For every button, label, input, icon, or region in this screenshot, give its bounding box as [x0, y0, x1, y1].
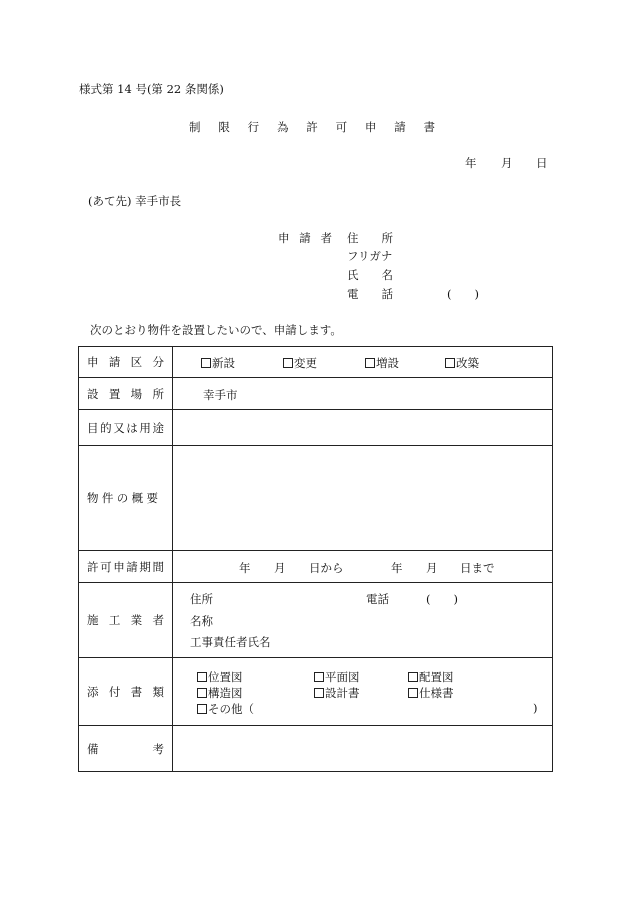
application-table — [78, 346, 553, 772]
attachment-location-map[interactable]: 位置図 — [197, 669, 243, 685]
location-value[interactable]: 幸手市 — [203, 388, 238, 402]
option-new[interactable]: 新設 — [201, 355, 235, 371]
applicant-phone-label: 電 話 — [347, 287, 393, 301]
period-day-to: 日まで — [460, 561, 495, 575]
attachment-design-doc[interactable]: 設計書 — [314, 685, 360, 701]
purpose-field[interactable] — [173, 410, 553, 446]
attachment-specification[interactable]: 仕様書 — [408, 685, 454, 701]
contractor-phone-label: 電話 — [366, 592, 389, 606]
addressee: (あて先) 幸手市長 — [88, 194, 182, 208]
period-field[interactable] — [173, 551, 553, 583]
checkbox-icon[interactable] — [314, 688, 324, 698]
checkbox-icon[interactable] — [201, 358, 211, 368]
applicant-label: 申 請 者 — [278, 231, 332, 245]
attachment-layout-plan[interactable]: 配置図 — [408, 669, 454, 685]
contractor-phone-parens: ( ) — [426, 592, 458, 606]
attachment-other[interactable]: その他（ — [197, 701, 254, 717]
row-purpose — [79, 410, 553, 446]
row-location — [79, 378, 553, 410]
attachments-label: 添 付 書 類 — [87, 684, 164, 699]
applicant-name-label: 氏 名 — [347, 268, 393, 282]
checkbox-icon[interactable] — [197, 704, 207, 714]
attachments-field — [173, 658, 553, 726]
period-year-to: 年 — [391, 561, 403, 575]
applicant-phone-parens: ( ) — [447, 287, 479, 301]
date-month-label: 月 — [501, 156, 513, 170]
row-attachments — [79, 658, 553, 726]
overview-label: 物 件 の 概 要 — [87, 491, 158, 505]
row-remarks — [79, 726, 553, 772]
date-day-label: 日 — [536, 156, 548, 170]
contractor-address-label: 住所 — [190, 592, 213, 606]
contractor-field[interactable] — [173, 583, 553, 658]
contractor-manager-label: 工事責任者氏名 — [190, 635, 271, 649]
applicant-furigana-label: フリガナ — [347, 249, 393, 263]
checkbox-icon[interactable] — [445, 358, 455, 368]
attachment-structure-drawing[interactable]: 構造図 — [197, 685, 243, 701]
option-change[interactable]: 変更 — [283, 355, 317, 371]
option-expand[interactable]: 増設 — [365, 355, 399, 371]
checkbox-icon[interactable] — [197, 672, 207, 682]
overview-field[interactable] — [173, 446, 553, 551]
period-month-to: 月 — [426, 561, 438, 575]
option-rebuild[interactable]: 改築 — [445, 355, 479, 371]
row-contractor — [79, 583, 553, 658]
date-year-label: 年 — [465, 156, 477, 170]
period-month-from: 月 — [274, 561, 286, 575]
period-day-from: 日から — [309, 561, 344, 575]
page-title: 制 限 行 為 許 可 申 請 書 — [189, 120, 435, 134]
period-year-from: 年 — [239, 561, 251, 575]
remarks-field[interactable] — [173, 726, 553, 772]
purpose-label: 目 的 又 は 用 途 — [87, 420, 164, 435]
remarks-label: 備 考 — [87, 741, 164, 756]
attachment-floor-plan[interactable]: 平面図 — [314, 669, 360, 685]
checkbox-icon[interactable] — [365, 358, 375, 368]
row-period — [79, 551, 553, 583]
checkbox-icon[interactable] — [314, 672, 324, 682]
checkbox-icon[interactable] — [283, 358, 293, 368]
row-category — [79, 347, 553, 378]
form-number: 様式第 14 号(第 22 条関係) — [79, 82, 224, 96]
contractor-name-label: 名称 — [190, 614, 213, 628]
contractor-label: 施 工 業 者 — [87, 613, 164, 627]
intro-text: 次のとおり物件を設置したいので、申請します。 — [90, 323, 342, 337]
checkbox-icon[interactable] — [408, 688, 418, 698]
period-label: 許 可 申 請 期 間 — [87, 559, 164, 574]
location-label: 設 置 場 所 — [87, 386, 164, 401]
checkbox-icon[interactable] — [197, 688, 207, 698]
applicant-address-label: 住 所 — [347, 231, 393, 245]
attachment-other-close: ) — [533, 701, 538, 715]
row-overview — [79, 446, 553, 551]
checkbox-icon[interactable] — [408, 672, 418, 682]
category-label: 申 請 区 分 — [87, 355, 164, 369]
